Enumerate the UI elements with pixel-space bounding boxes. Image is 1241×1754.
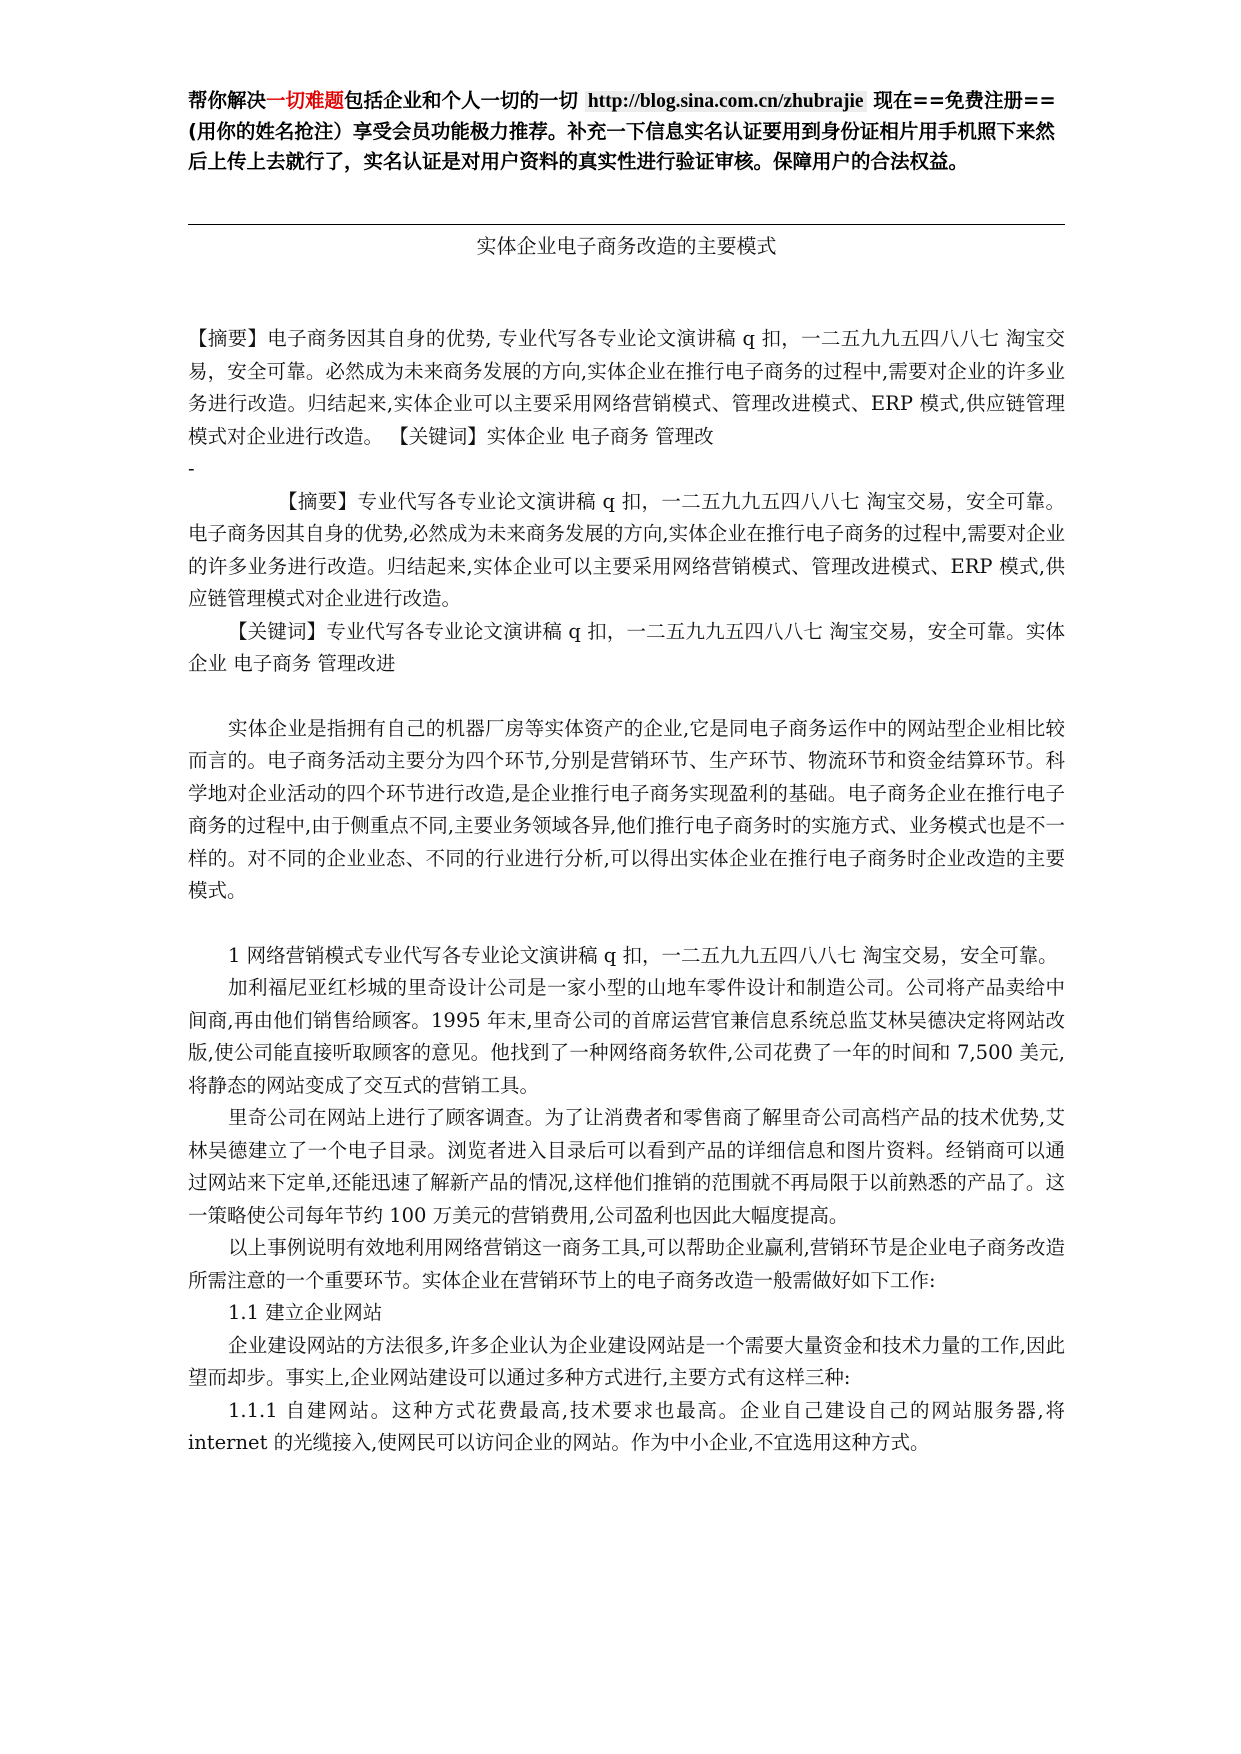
subsection-paragraph-1-1: 企业建设网站的方法很多,许多企业认为企业建设网站是一个需要大量资金和技术力量的工作,因此望而却步。事实上,企业网站建设可以通过多种方式进行,主要方式有这样三种: <box>188 1333 1065 1389</box>
subsection-paragraph-1-1-1: 1.1.1 自建网站。这种方式花费最高,技术要求也最高。企业自己建设自己的网站服务器,将 internet 的光缆接入,使网民可以访问企业的网站。作为中小企业,不宜选用这种方式。 <box>188 1398 1065 1454</box>
document-body <box>188 323 1065 1460</box>
header-notice <box>188 86 1065 177</box>
header-text-1: 帮你解决 <box>188 89 267 112</box>
intro-paragraph: 实体企业是指拥有自己的机器厂房等实体资产的企业,它是同电子商务运作中的网站型企业相比较而言的。电子商务活动主要分为四个环节,分别是营销环节、生产环节、物流环节和资金结算环节。科学地对企业活动的四个环节进行改造,是企业推行电子商务实现盈利的基础。电子商务企业在推行电子商务的过程中,由于侧重点不同,主要业务领域各异,他们推行电子商务时的实施方式、业务模式也是不一样的。对不同的企业业态、不同的行业进行分析,可以得出实体企业在推行电子商务时企业改造的主要模式。 <box>188 716 1065 902</box>
case-paragraph-2: 里奇公司在网站上进行了顾客调查。为了让消费者和零售商了解里奇公司高档产品的技术优势,艾林吴德建立了一个电子目录。浏览者进入目录后可以看到产品的详细信息和图片资料。经销商可以通过网站来下定单,还能迅速了解新产品的情况,这样他们推销的范围就不再局限于以前熟悉的产品了。这一策略使公司每年节约 100 万美元的营销费用,公司盈利也因此大幅度提高。 <box>188 1106 1065 1227</box>
header-text-2: 包括企业和个人一切的一切 <box>344 89 585 112</box>
header-text-3: 现在==免费注册==(用你的姓名抢注）享受会员功能极力推荐。补充一下信息实名认证要用到身份证相片用手机照下来然后上传上去就行了，实名认证是对用户资料的真实性进行验证审核。保障用户的合法权益。 <box>188 89 1056 173</box>
spacer <box>188 908 1065 940</box>
abstract-paragraph-2: 【摘要】专业代写各专业论文演讲稿 q 扣，一二五九九五四八八七 淘宝交易，安全可靠。电子商务因其自身的优势,必然成为未来商务发展的方向,实体企业在推行电子商务的过程中,需要对企业的许多业务进行改造。归结起来,实体企业可以主要采用网络营销模式、管理改进模式、ERP 模式,供应链管理模式对企业进行改造。 <box>188 489 1065 610</box>
document-title: 实体企业电子商务改造的主要模式 <box>476 234 777 258</box>
subsection-heading-1-1: 1.1 建立企业网站 <box>228 1301 383 1324</box>
abstract-paragraph: 【摘要】电子商务因其自身的优势, 专业代写各专业论文演讲稿 q 扣，一二五九九五四八八七 淘宝交易，安全可靠。必然成为未来商务发展的方向,实体企业在推行电子商务的过程中,需要对企业的许多业务进行改造。归结起来,实体企业可以主要采用网络营销模式、管理改进模式、ERP 模式,供应链管理模式对企业进行改造。 【关键词】实体企业 电子商务 管理改 <box>188 327 1065 448</box>
section-heading-1: 1 网络营销模式专业代写各专业论文演讲稿 q 扣，一二五九九五四八八七 淘宝交易，安全可靠。 <box>228 943 1058 967</box>
case-paragraph-1: 加利福尼亚红杉城的里奇设计公司是一家小型的山地车零件设计和制造公司。公司将产品卖给中间商,再由他们销售给顾客。1995 年末,里奇公司的首席运营官兼信息系统总监艾林吴德决定将网站改版,使公司能直接听取顾客的意见。他找到了一种网络商务软件,公司花费了一年的时间和 7,500 美元,将静态的网站变成了交互式的营销工具。 <box>188 976 1065 1097</box>
dash-line: - <box>188 457 195 480</box>
spacer <box>188 681 1065 713</box>
header-divider <box>188 224 1065 225</box>
document-page <box>188 86 1065 1454</box>
header-highlight: 一切难题 <box>266 89 345 112</box>
keywords-paragraph: 【关键词】专业代写各专业论文演讲稿 q 扣，一二五九九五四八八七 淘宝交易，安全可靠。实体企业 电子商务 管理改进 <box>188 619 1065 675</box>
conclusion-paragraph: 以上事例说明有效地利用网络营销这一商务工具,可以帮助企业赢利,营销环节是企业电子商务改造所需注意的一个重要环节。实体企业在营销环节上的电子商务改造一般需做好如下工作: <box>188 1236 1065 1292</box>
blog-link[interactable]: http://blog.sina.com.cn/zhubrajie <box>585 91 867 112</box>
